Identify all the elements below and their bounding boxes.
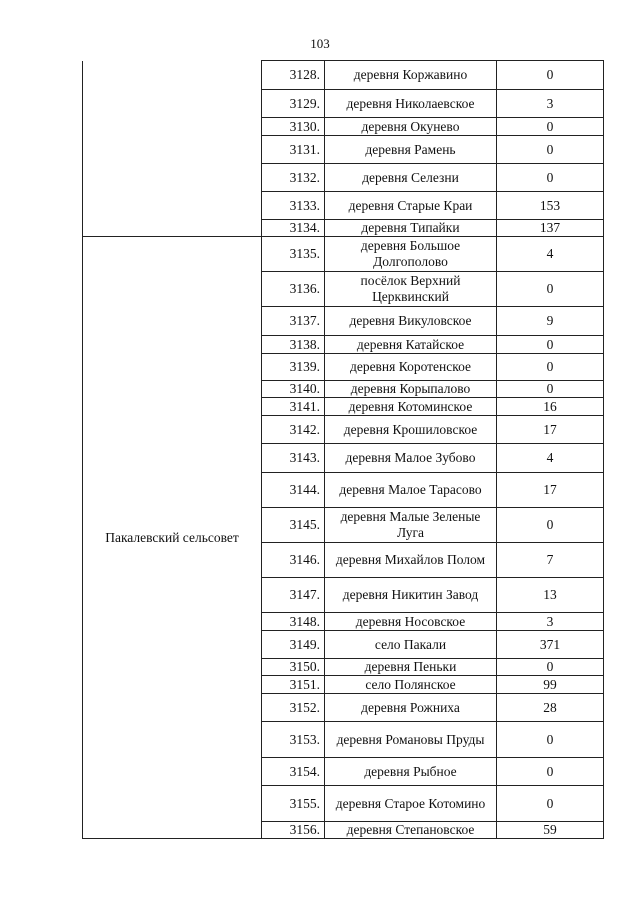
row-number: 3151. bbox=[262, 676, 325, 694]
row-number: 3130. bbox=[262, 118, 325, 136]
settlement-name: деревня Рамень bbox=[325, 136, 497, 164]
settlement-name: деревня Окунево bbox=[325, 118, 497, 136]
population-value: 0 bbox=[497, 164, 604, 192]
region-cell: Пакалевский сельсовет bbox=[83, 237, 262, 839]
row-number: 3132. bbox=[262, 164, 325, 192]
row-number: 3135. bbox=[262, 237, 325, 272]
population-value: 137 bbox=[497, 220, 604, 237]
settlement-name: деревня Викуловское bbox=[325, 307, 497, 336]
row-number: 3153. bbox=[262, 722, 325, 758]
population-value: 7 bbox=[497, 543, 604, 578]
settlement-name: деревня Михайлов Полом bbox=[325, 543, 497, 578]
population-value: 13 bbox=[497, 578, 604, 613]
settlement-name: деревня Малое Тарасово bbox=[325, 473, 497, 508]
population-value: 0 bbox=[497, 118, 604, 136]
population-value: 28 bbox=[497, 694, 604, 722]
population-value: 153 bbox=[497, 192, 604, 220]
population-value: 0 bbox=[497, 722, 604, 758]
population-value: 0 bbox=[497, 786, 604, 822]
settlement-name: село Полянское bbox=[325, 676, 497, 694]
population-value: 9 bbox=[497, 307, 604, 336]
row-number: 3152. bbox=[262, 694, 325, 722]
population-value: 0 bbox=[497, 336, 604, 354]
row-number: 3131. bbox=[262, 136, 325, 164]
row-number: 3147. bbox=[262, 578, 325, 613]
settlement-name: посёлок Верхний Церквинский bbox=[325, 272, 497, 307]
row-number: 3138. bbox=[262, 336, 325, 354]
settlement-name: деревня Большое Долгополово bbox=[325, 237, 497, 272]
population-value: 16 bbox=[497, 398, 604, 416]
population-value: 4 bbox=[497, 444, 604, 473]
row-number: 3136. bbox=[262, 272, 325, 307]
settlement-name: деревня Носовское bbox=[325, 613, 497, 631]
row-number: 3142. bbox=[262, 416, 325, 444]
settlement-name: деревня Катайское bbox=[325, 336, 497, 354]
row-number: 3128. bbox=[262, 61, 325, 90]
settlement-name: деревня Рожниха bbox=[325, 694, 497, 722]
row-number: 3137. bbox=[262, 307, 325, 336]
row-number: 3133. bbox=[262, 192, 325, 220]
population-value: 99 bbox=[497, 676, 604, 694]
row-number: 3143. bbox=[262, 444, 325, 473]
row-number: 3156. bbox=[262, 822, 325, 839]
row-number: 3150. bbox=[262, 659, 325, 676]
settlement-name: деревня Малые Зеленые Луга bbox=[325, 508, 497, 543]
settlement-name: деревня Селезни bbox=[325, 164, 497, 192]
row-number: 3155. bbox=[262, 786, 325, 822]
settlement-name: деревня Старое Котомино bbox=[325, 786, 497, 822]
settlement-name: деревня Крошиловское bbox=[325, 416, 497, 444]
settlement-name: деревня Малое Зубово bbox=[325, 444, 497, 473]
settlement-name: деревня Корыпалово bbox=[325, 381, 497, 398]
row-number: 3144. bbox=[262, 473, 325, 508]
settlement-name: деревня Пеньки bbox=[325, 659, 497, 676]
row-number: 3141. bbox=[262, 398, 325, 416]
settlement-name: деревня Романовы Пруды bbox=[325, 722, 497, 758]
row-number: 3146. bbox=[262, 543, 325, 578]
population-value: 0 bbox=[497, 272, 604, 307]
row-number: 3148. bbox=[262, 613, 325, 631]
population-value: 0 bbox=[497, 381, 604, 398]
region-cell bbox=[83, 61, 262, 237]
settlements-table bbox=[82, 60, 604, 839]
population-value: 0 bbox=[497, 508, 604, 543]
table-row bbox=[83, 61, 604, 90]
population-value: 0 bbox=[497, 659, 604, 676]
settlement-name: деревня Котоминское bbox=[325, 398, 497, 416]
population-value: 0 bbox=[497, 61, 604, 90]
population-value: 0 bbox=[497, 136, 604, 164]
row-number: 3139. bbox=[262, 354, 325, 381]
row-number: 3140. bbox=[262, 381, 325, 398]
row-number: 3154. bbox=[262, 758, 325, 786]
row-number: 3129. bbox=[262, 90, 325, 118]
settlement-name: деревня Степановское bbox=[325, 822, 497, 839]
settlement-name: деревня Старые Краи bbox=[325, 192, 497, 220]
population-value: 371 bbox=[497, 631, 604, 659]
settlement-name: деревня Никитин Завод bbox=[325, 578, 497, 613]
settlement-name: деревня Коротенское bbox=[325, 354, 497, 381]
population-value: 4 bbox=[497, 237, 604, 272]
row-number: 3149. bbox=[262, 631, 325, 659]
settlement-name: село Пакали bbox=[325, 631, 497, 659]
settlement-name: деревня Николаевское bbox=[325, 90, 497, 118]
population-value: 59 bbox=[497, 822, 604, 839]
settlement-name: деревня Рыбное bbox=[325, 758, 497, 786]
settlement-name: деревня Типайки bbox=[325, 220, 497, 237]
page-number: 103 bbox=[310, 36, 330, 51]
population-value: 17 bbox=[497, 416, 604, 444]
population-value: 17 bbox=[497, 473, 604, 508]
population-value: 3 bbox=[497, 613, 604, 631]
population-value: 0 bbox=[497, 354, 604, 381]
table-row bbox=[83, 237, 604, 272]
row-number: 3145. bbox=[262, 508, 325, 543]
settlements-table-body bbox=[83, 61, 604, 839]
row-number: 3134. bbox=[262, 220, 325, 237]
settlement-name: деревня Коржавино bbox=[325, 61, 497, 90]
population-value: 0 bbox=[497, 758, 604, 786]
population-value: 3 bbox=[497, 90, 604, 118]
